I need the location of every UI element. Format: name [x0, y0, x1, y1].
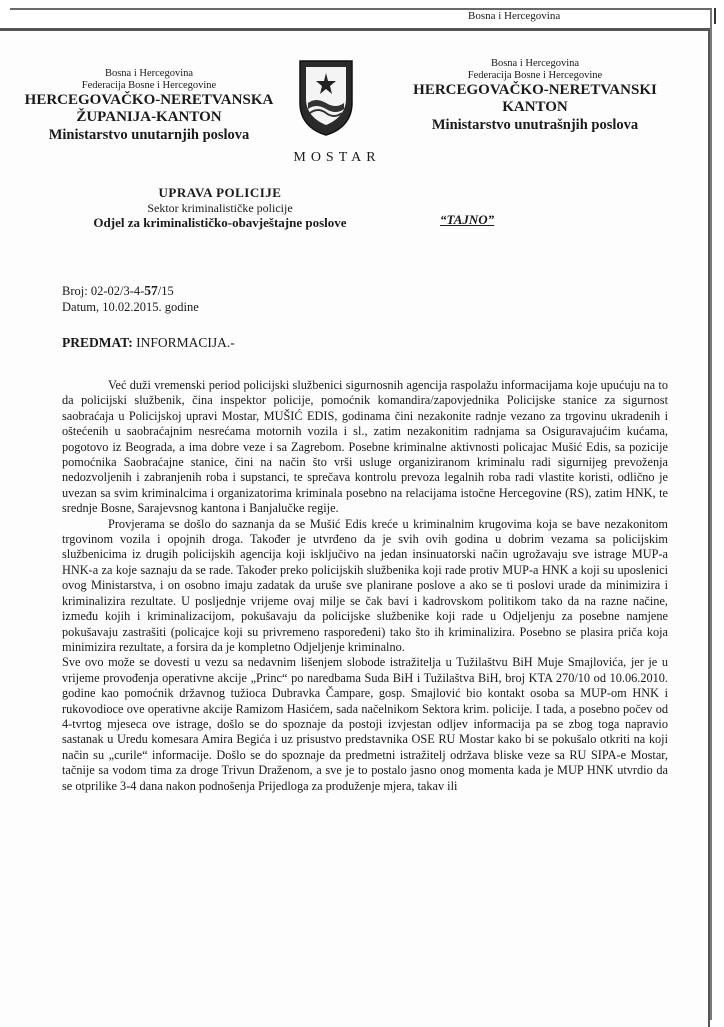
header-left-federation: Federacija Bosne i Hercegovine	[81, 80, 217, 92]
header-right	[405, 58, 665, 133]
reference-prefix: Broj: 02-02/3-4-	[62, 284, 145, 298]
department-name: UPRAVA POLICIJE	[158, 185, 282, 200]
header-left	[24, 68, 274, 143]
header-left-ministry: Ministarstvo unutarnjih poslova	[48, 126, 250, 143]
header-right-ministry: Ministarstvo unutrašnjih poslova	[431, 116, 639, 133]
department-sector: Sektor kriminalističke policije	[147, 200, 293, 215]
department-division: Odjel za kriminalističko-obavještajne poslove	[93, 214, 347, 230]
department-block	[60, 185, 380, 231]
classification-label: “TAJNO”	[440, 212, 495, 227]
reference-handwritten-number: 57	[144, 283, 158, 298]
header-right-country: Bosna i Hercegovina	[490, 58, 580, 69]
body-paragraph: Već duži vremenski period policijski službenici sigurnosnih agencija raspolažu informacijama koje upućuju na to da policijski službenik, čina inspektor policije, pomoćnik komandira/zapovjednika Policijske stanice za sigurnost saobraćaja u Policijskoj upravi Mostar, MUŠIĆ EDIS, godinama čini nezakonite radnje vezano za trgovinu ukradenih i oštećenih u saobraćajnim nesrećama motornih vozila i sl., zatim nezakonitim radnjama sa Osiguravajućim kućama, pogotovo iz Beograda, a ima dobre veze i sa Zagrebom. Posebne kriminalne aktivnosti policajac Mušić Edis, sa pozicije pomoćnika Saobraćajne stanice, čini na način što vrši usluge organiziranom kriminalu radi sigurnijeg prevoženja nedozvoljenih i zabranjenih roba i supstanci, te sprečava kontrolu prevoza legalnih roba radi vlastite koristi, odlično je uvezan sa svim kriminalcima i organizatorima kriminala posebno na relacijama istočne Hercegovine (RS), zatim HNK, te srednje Bosne, Sarajevsnog kantona i Banjalučke regije.	[62, 378, 668, 516]
corner-header: Bosna i Hercegovina	[468, 10, 561, 22]
header-right-canton-line1: HERCEGOVAČKO-NERETVANSKI	[413, 82, 657, 99]
page-corner-mark	[714, 8, 716, 24]
body-paragraph: Sve ovo može se dovesti u vezu sa nedavnim lišenjem slobode istražitelja u Tužilaštvu BiH Muje Smajlovića, jer je u vrijeme provođenja operativne akcije „Princ“ po naredbama Suda BiH i Tužilaštva BiH, broj KTA 270/10 od 10.06.2010. godine kao pomoćnik državnog tužioca Dubravka Čampare, gosp. Smajlović bio kontakt osoba sa MUP-om HNK i rukovodioce ove operativne akcije Ramizom Hasićem, sada načelnikom Sektora krim. policije. I tada, a posebno počev od 4-tvrtog mjeseca ove istrage, došlo se do spoznaje da postoji izvjestan odljev informacija pa se zbog toga napravio sastanak u Uredu komesara Amira Begića i uz prisustvo predstavnika OSE RU Mostar kako bi se pokušalo otkriti na koji način su „curile“ informacije. Došlo se do spoznaje da predmetni istražitelj održava bliske veze sa RU SIPA-e Mostar, tačnije sa vodom tima za droge Trivun Draženom, a sve je to postalo jasno onog momenta kada je MUP HNK utvrdio da se otprilike 3-4 dana nakon podnošenja Prijedloga za produženje mjera, takav ili	[62, 655, 668, 793]
subject-label: PREDMAT:	[62, 335, 133, 350]
reference-date: Datum, 10.02.2015. godine	[62, 299, 199, 314]
document-body	[62, 378, 668, 794]
reference-number	[62, 283, 199, 300]
reference-suffix: /15	[157, 284, 174, 298]
body-paragraph: Provjerama se došlo do saznanja da se Mušić Edis kreće u kriminalnim krugovima koja se bave nezakonitom trgovinom vozila i opojnih droga. Također je utvrđeno da je svih ovih godina u dobrim vezama sa policijskim službenicima iz drugih policijskih agencija koji isključivo na jedan insinuatorski način ugrožavaju sve istrage MUP-a HNK-a za koje saznaju da se rade. Također preko policijskih službenika koji rade protiv MUP-a HNK a koji su uposlenici ovog Ministarstva, i on osobno imaju zadatak da uruše sve planirane poslove a ako se ti poslovi urade da minimizira i kriminalizira rezultate. U posljednje vrijeme ovaj milje se čak bavi i kadrovskom politikom tako da na razne načine, između kojih i kriminalizacijom, pokušavaju da policijske službenike koji rade u Odjeljenju za posebne namjene pokušavaju zastrašiti (policajce koji su privremeno raspoređeni) tako što ih kriminalizira. Posebno se plasira priča koja minimizira rezultate, a forsira da je kompletno Odjeljenje kriminalno.	[62, 516, 668, 654]
city-name: MOSTAR	[293, 150, 381, 165]
subject-value: INFORMACIJA.-	[136, 335, 235, 350]
header-right-canton-line2: KANTON	[502, 99, 568, 116]
header-left-canton-line2: ŽUPANIJA-KANTON	[76, 109, 222, 126]
canton-crest-icon	[296, 59, 356, 137]
header-left-country: Bosna i Hercegovina	[104, 68, 194, 79]
subject-line	[62, 335, 235, 351]
reference-block	[62, 283, 199, 316]
header-left-canton-line1: HERCEGOVAČKO-NERETVANSKA	[24, 92, 274, 109]
header-right-federation: Federacija Bosne i Hercegovine	[467, 70, 603, 82]
